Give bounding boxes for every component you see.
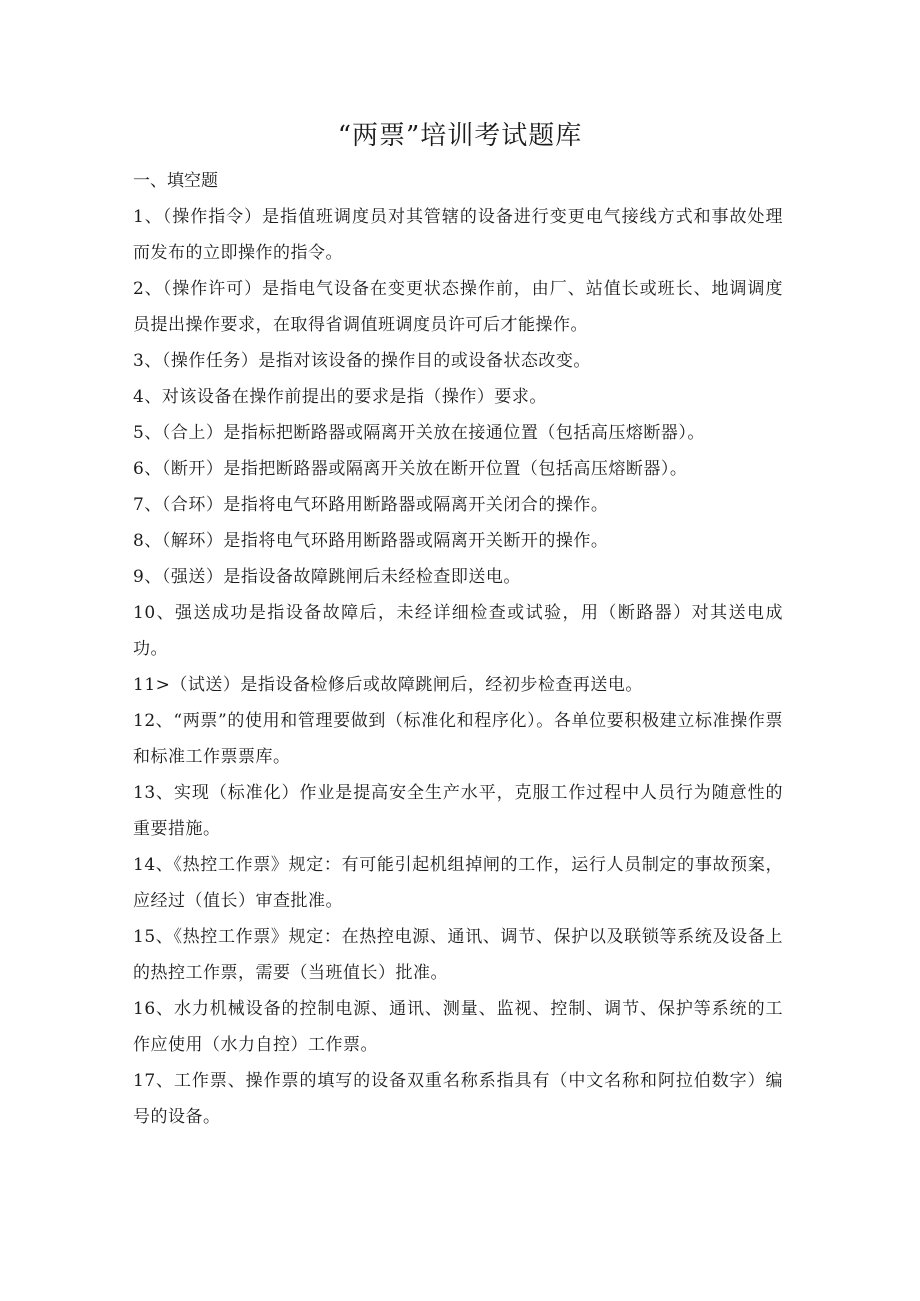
document-title: “两票”培训考试题库 [337, 121, 583, 151]
question-item: 4、对该设备在操作前提出的要求是指（操作）要求。 [133, 387, 547, 407]
question-list [133, 199, 783, 1135]
question-item: 9、（强送）是指设备故障跳闸后未经检查即送电。 [133, 567, 521, 587]
question-item: 6、（断开）是指把断路器或隔离开关放在断开位置（包括高压熔断器）。 [133, 459, 688, 479]
question-item: 14、《热控工作票》规定：有可能引起机组掉闸的工作，运行人员制定的事故预案，应经过（值长）审查批准。 [133, 855, 783, 911]
question-item: 16、水力机械设备的控制电源、通讯、测量、监视、控制、调节、保护等系统的工作应使用（水力自控）工作票。 [133, 999, 783, 1055]
question-item: 11>（试送）是指设备检修后或故障跳闸后，经初步检查再送电。 [133, 675, 643, 695]
question-item: 7、（合环）是指将电气环路用断路器或隔离开关闭合的操作。 [133, 495, 609, 515]
question-item: 15、《热控工作票》规定：在热控电源、通讯、调节、保护以及联锁等系统及设备上的热控工作票，需要（当班值长）批准。 [133, 927, 783, 983]
question-item: 10、强送成功是指设备故障后，未经详细检查或试验，用（断路器）对其送电成功。 [133, 603, 783, 659]
question-item: 17、工作票、操作票的填写的设备双重名称系指具有（中文名称和阿拉伯数字）编号的设备。 [133, 1071, 783, 1127]
question-item: 2、（操作许可）是指电气设备在变更状态操作前，由厂、站值长或班长、地调调度员提出操作要求，在取得省调值班调度员许可后才能操作。 [133, 279, 783, 335]
question-item: 5、（合上）是指标把断路器或隔离开关放在接通位置（包括高压熔断器）。 [133, 423, 705, 443]
question-item: 1、（操作指令）是指值班调度员对其管辖的设备进行变更电气接线方式和事故处理而发布的立即操作的指令。 [133, 207, 783, 263]
section-heading: 一、填空题 [133, 171, 218, 191]
question-item: 12、“两票”的使用和管理要做到（标准化和程序化）。各单位要积极建立标准操作票和标准工作票票库。 [133, 711, 783, 767]
question-item: 13、实现（标准化）作业是提高安全生产水平，克服工作过程中人员行为随意性的重要措施。 [133, 783, 783, 839]
document-body [133, 163, 783, 1135]
question-item: 3、（操作任务）是指对该设备的操作目的或设备状态改变。 [133, 351, 591, 371]
question-item: 8、（解环）是指将电气环路用断路器或隔离开关断开的操作。 [133, 531, 609, 551]
